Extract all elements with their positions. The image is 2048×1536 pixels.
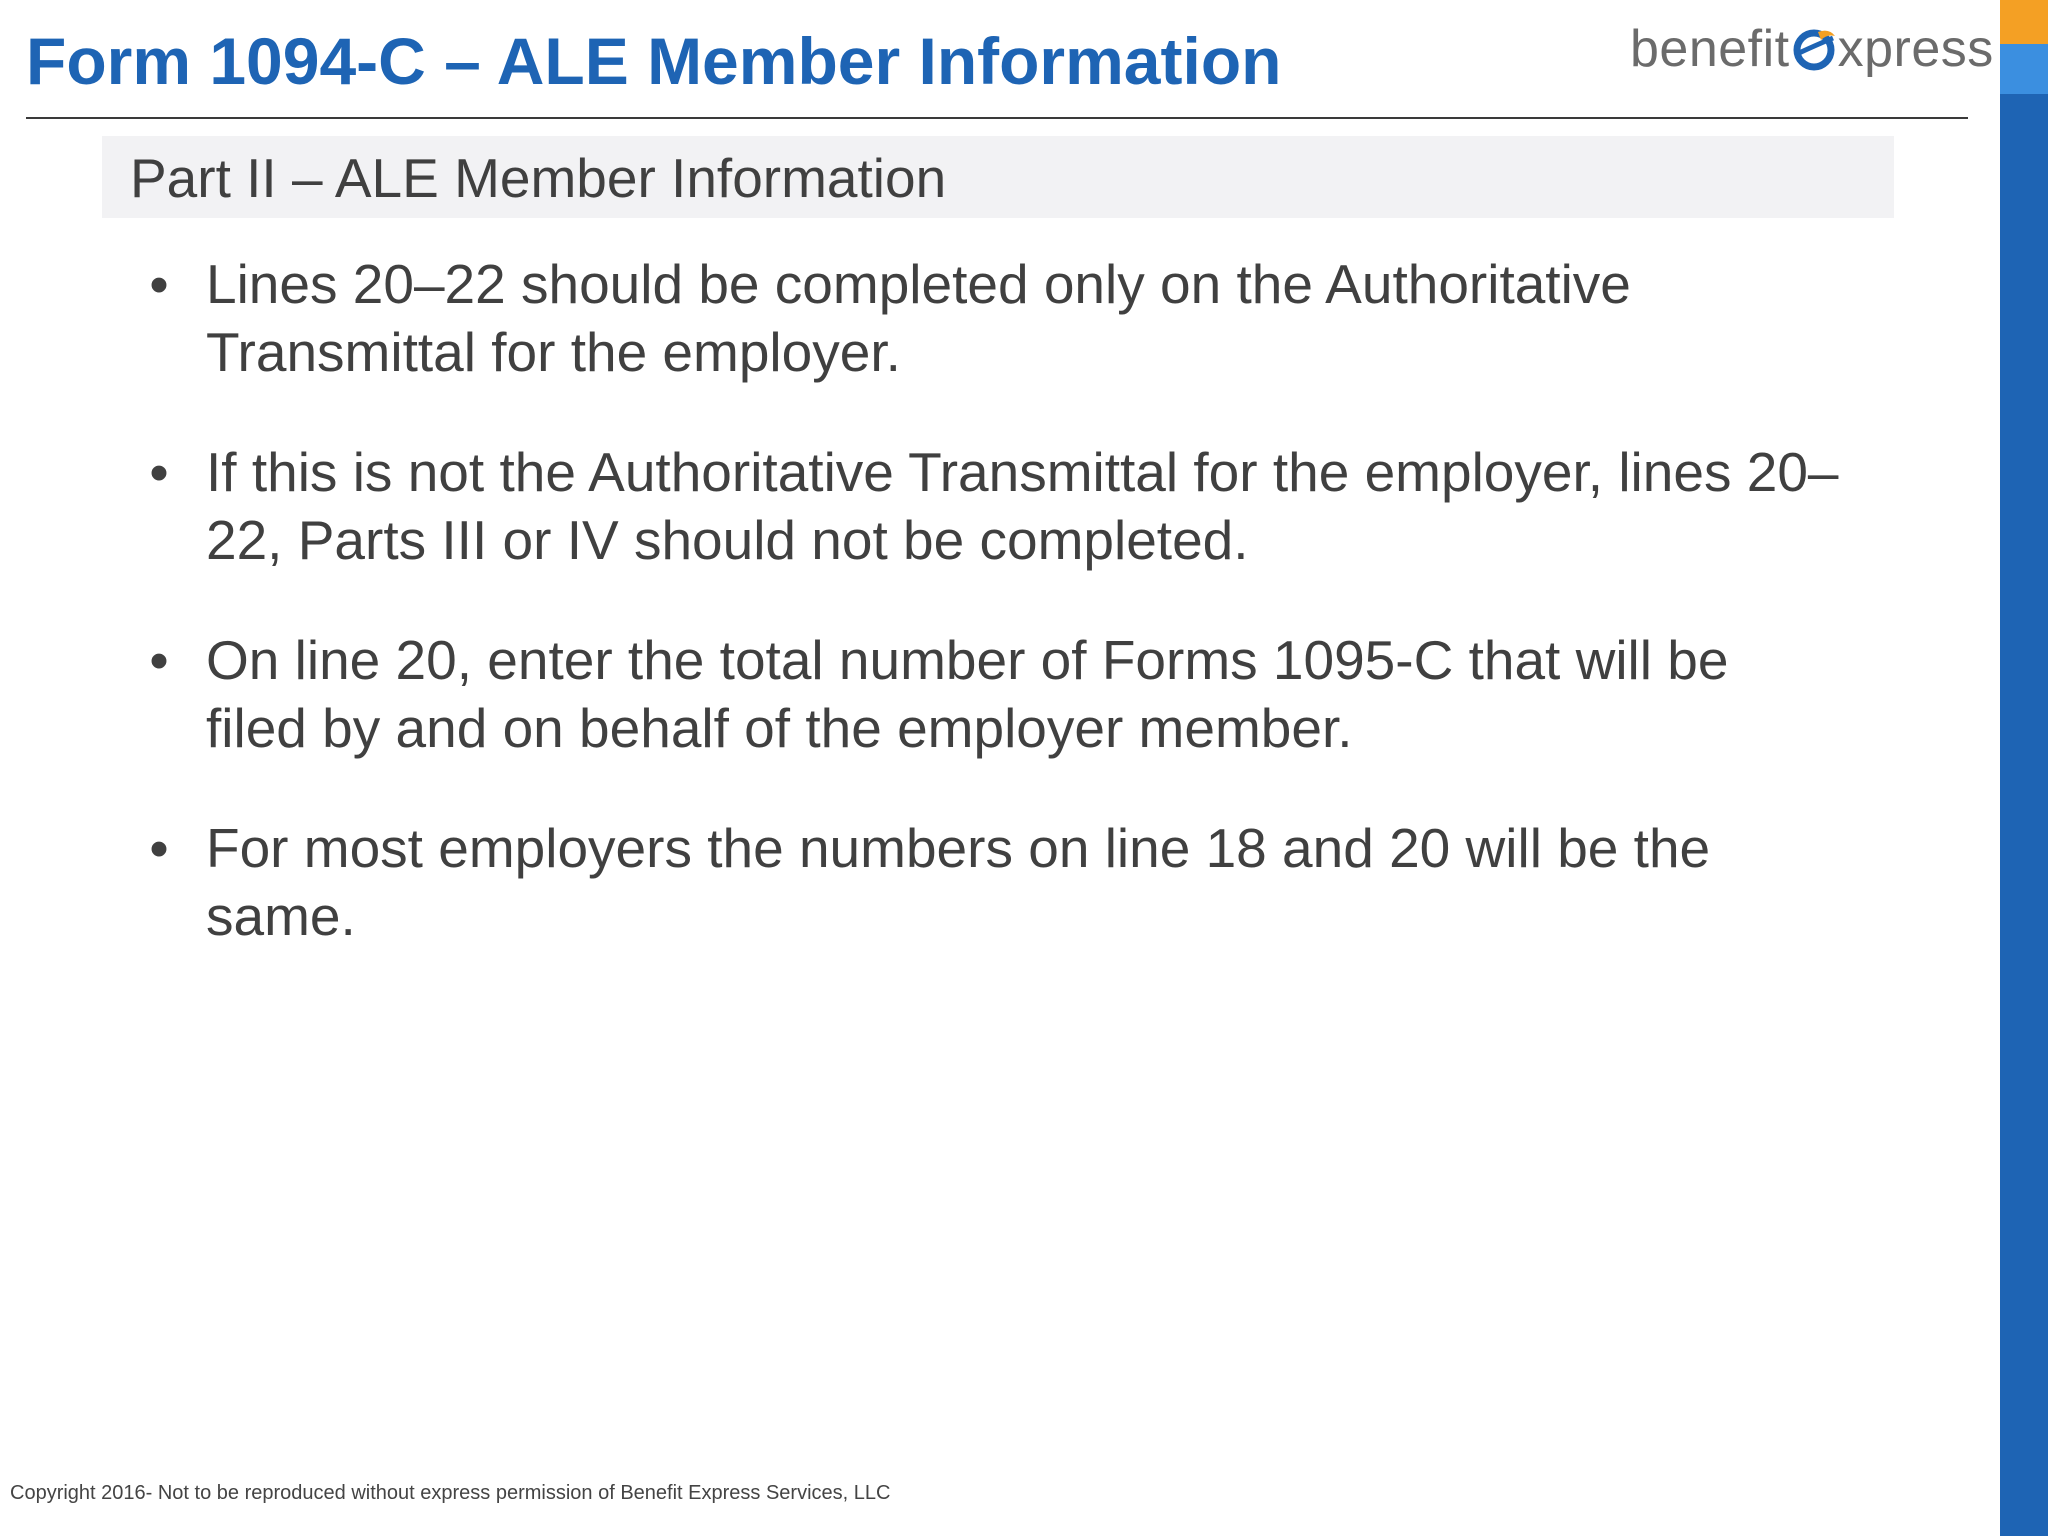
bullet-text: If this is not the Authoritative Transmittal for the employer, lines 20–22, Parts III or IV should not be completed. (206, 441, 1839, 571)
bullet-marker: • (149, 253, 169, 315)
bullet-item (144, 814, 1844, 950)
bullet-item (144, 626, 1844, 762)
side-accent-bar (2000, 0, 2048, 1536)
bullet-marker: • (149, 441, 169, 503)
subtitle-band (102, 136, 1894, 218)
bullet-item (144, 250, 1844, 386)
bullet-text: For most employers the numbers on line 18 and 20 will be the same. (206, 817, 1711, 947)
copyright-footer: Copyright 2016- Not to be reproduced without express permission of Benefit Express Services, LLC (10, 1482, 891, 1504)
bullet-marker: • (149, 629, 169, 691)
logo-text-xpress: xpress (1837, 20, 1994, 78)
logo-text-benefit: benefit (1630, 20, 1790, 78)
bullet-text: On line 20, enter the total number of Forms 1095-C that will be filed by and on behalf of the employer member. (206, 629, 1729, 759)
slide-subtitle: Part II – ALE Member Information (130, 147, 947, 209)
bullet-text: Lines 20–22 should be completed only on the Authoritative Transmittal for the employer. (206, 253, 1631, 383)
e-swirl-logo-icon (1791, 26, 1837, 72)
title-divider (26, 117, 1968, 119)
bullet-list (144, 250, 1844, 1002)
bullet-item (144, 438, 1844, 574)
bullet-marker: • (149, 817, 169, 879)
side-bar-light-block (2000, 44, 2048, 94)
slide-title: Form 1094-C – ALE Member Information (26, 24, 1282, 98)
benefit-express-logo (1630, 14, 1994, 84)
side-bar-orange-block (2000, 0, 2048, 44)
